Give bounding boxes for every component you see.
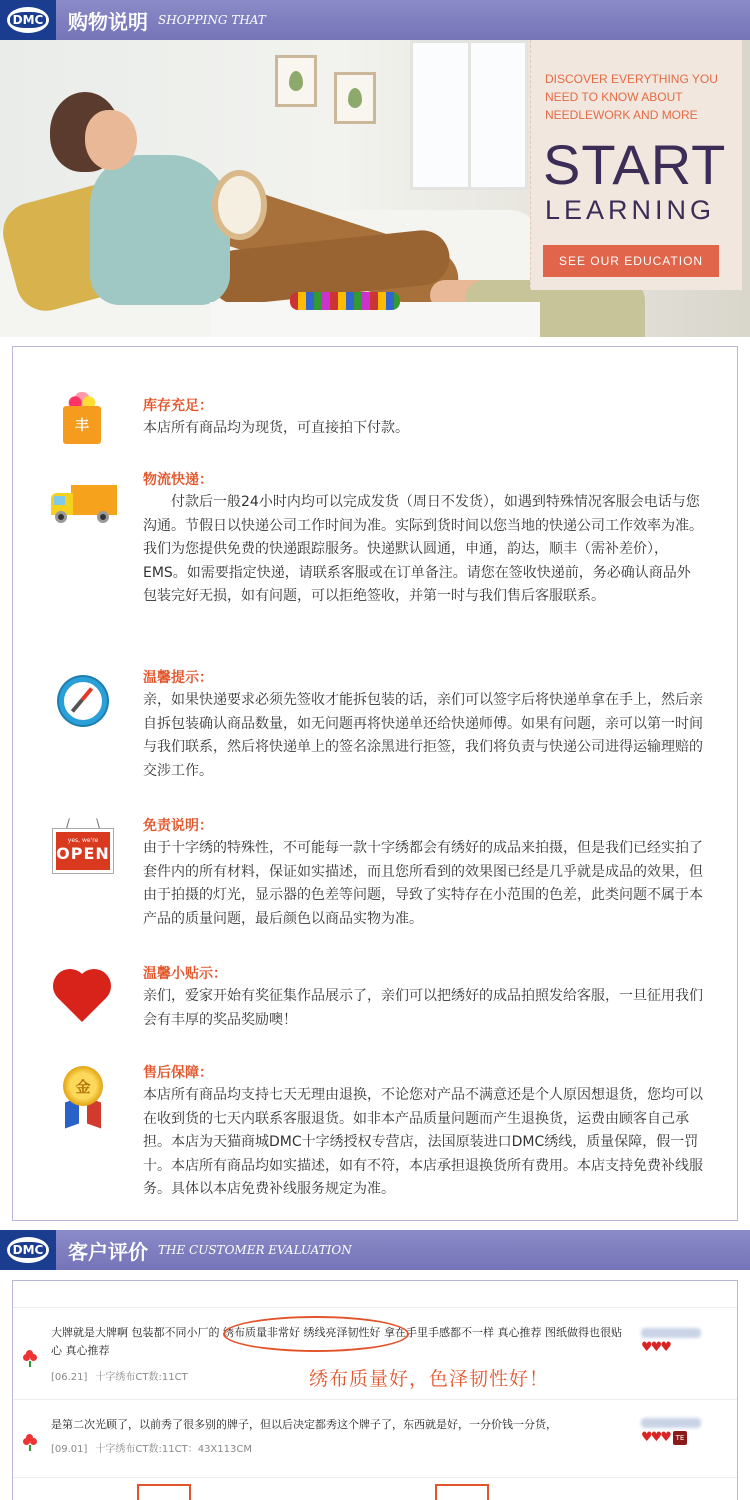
info-body: 由于十字绣的特殊性，不可能每一款十字绣都会有绣好的成品来拍摄，但是我们已经实拍了套件内的所有材料，保证如实描述，而且您所看到的效果图已经是几乎就是成品的效果，但由于拍摄的灯光，显示器的色差等问题，导致了实特存在小范围的色差，此类问题不属于本产品的质量问题，最后颜色以商品实物为准。 xyxy=(143,840,703,927)
highlight-box xyxy=(435,1484,489,1500)
heart-icon xyxy=(47,965,117,1035)
promo-learning: LEARNING xyxy=(545,195,716,225)
thread-skeins xyxy=(290,292,400,310)
reviews-title: 客户评价 xyxy=(68,1239,148,1264)
wall-frame-left xyxy=(275,55,317,107)
dmc-logo: DMC xyxy=(0,1230,56,1270)
reviews-panel xyxy=(12,1280,738,1500)
info-title: 免责说明： xyxy=(143,818,213,834)
reviewer-name-blurred xyxy=(641,1418,701,1428)
wall-frame-right xyxy=(334,72,376,124)
review-text: 是第二次光顾了，以前秀了很多别的牌子，但以后决定都秀这个牌子了，东西就是好，一分价钱一分货， xyxy=(51,1418,557,1431)
info-title: 温馨提示： xyxy=(143,670,213,686)
flower-icon xyxy=(23,1352,37,1366)
info-title: 物流快递： xyxy=(143,472,213,488)
tmall-badge: TE xyxy=(673,1431,687,1445)
promo-card xyxy=(530,40,742,290)
review-item xyxy=(13,1399,737,1477)
info-body: 亲们，爱家开始有奖征集作品展示了，亲们可以把绣好的成品拍照发给客服，一旦征用我们会有丰厚的奖品奖励噢！ xyxy=(143,988,703,1028)
rating-hearts-icon: ♥♥♥ xyxy=(641,1340,670,1355)
shopping-info-panel xyxy=(12,346,738,1221)
promo-tagline: DISCOVER EVERYTHING YOU NEED TO KNOW ABOUT NEEDLEWORK AND MORE xyxy=(545,72,718,122)
info-title: 售后保障： xyxy=(143,1065,213,1081)
embroidery-hoop xyxy=(212,170,267,240)
review-item-partial xyxy=(13,1477,737,1500)
review-text: 大牌就是大牌啊 包装都不同小厂的 绣布质量非常好 绣线亮泽韧性好 拿在手里手感都不一样 真心推荐 图纸做得也很贴心 真心推荐 xyxy=(51,1326,622,1357)
highlight-box xyxy=(137,1484,191,1500)
reviewer-name-blurred xyxy=(641,1328,701,1338)
info-body: 本店所有商品均为现货，可直接拍下付款。 xyxy=(143,420,409,436)
shopping-subtitle: SHOPPING THAT xyxy=(158,13,266,27)
delivery-truck-icon xyxy=(47,471,117,541)
info-body: 本店所有商品均支持七天无理由退换，不论您对产品不满意还是个人原因想退货，您均可以在收到货的七天内联系客服退货。如非本产品质量问题而产生退换货，运费由顾客自己承担。本店为天猫商城DMC十字绣授权专营店，法国原装进口DMC绣线，质量保障，假一罚十。本店所有商品均如实描述，如有不符，本店承担退换货所有费用。本店支持免费补线服务。具体以本店免费补线服务规定为准。 xyxy=(143,1087,703,1197)
info-title: 库存充足： xyxy=(143,398,213,414)
review-meta: [06.21] 十字绣布CT数:11CT xyxy=(51,1372,188,1383)
highlight-circle xyxy=(223,1316,409,1352)
info-title: 温馨小贴示： xyxy=(143,966,227,982)
annotation-text: 绣布质量好，色泽韧性好！ xyxy=(309,1368,550,1390)
info-body: 付款后一般24小时内均可以完成发货（周日不发货），如遇到特殊情况客服会电话与您沟通。节假日以快递公司工作时间为准。实际到货时间以您当地的快递公司工作效率为准。我们为您提供免费的快递跟踪服务。快递默认圆通，申通，韵达，顺丰（需补差价），EMS。如需要指定快递，请联系客服或在订单备注。请您在签收快递前，务必确认商品外包装完好无损，如有问题，可以拒绝签收，并第一时与我们售后客服联系。 xyxy=(143,494,703,604)
compass-icon xyxy=(47,669,117,739)
review-meta: [09.01] 十字绣布CT数:11CT：43X113CM xyxy=(51,1444,252,1455)
gold-medal-icon: 金 xyxy=(47,1060,117,1130)
reviews-subtitle: THE CUSTOMER EVALUATION xyxy=(158,1243,352,1257)
reviews-header xyxy=(0,1230,750,1270)
shopping-bag-icon: 丰 xyxy=(47,390,117,460)
see-education-button[interactable]: SEE OUR EDUCATION xyxy=(543,245,719,277)
dmc-logo: DMC xyxy=(0,0,56,40)
banner xyxy=(0,40,750,337)
window xyxy=(410,40,528,190)
shopping-header xyxy=(0,0,750,40)
rating-hearts-icon: ♥♥♥ TE xyxy=(641,1430,687,1445)
flower-icon xyxy=(23,1436,37,1450)
woman xyxy=(90,155,230,305)
open-sign-icon: yes, we're OPEN xyxy=(47,815,117,885)
shopping-title: 购物说明 xyxy=(68,9,148,34)
review-item xyxy=(13,1307,737,1399)
promo-start: START xyxy=(543,133,727,196)
info-body: 亲，如果快递要求必须先签收才能拆包装的话，亲们可以签字后将快递单拿在手上，然后亲自拆包装确认商品数量，如无问题再将快递单还给快递师傅。如果有问题，亲可以第一时间与我们联系，然后将快递单上的签名涂黑进行拒签，我们将负责与快递公司进得运输理赔的交涉工作。 xyxy=(143,692,703,779)
